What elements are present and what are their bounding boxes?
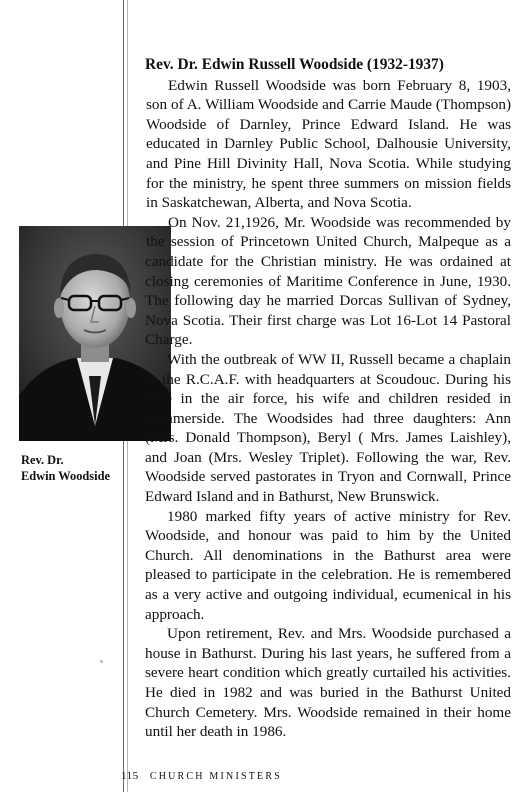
paper-speck xyxy=(100,660,103,663)
paragraph-birth: Edwin Russell Woodside was born February 8, 1903, son of A. William Woodside and Carrie Maude (Thompson) Woodside of Darnley, Prince Edward Island. He was educated in Darnley Public School, Dalhousie University, and Pine Hill Divinity Hall, Nova Scotia. While studying for the ministry, he spent three summers on mission fields in Saskatchewan, Alberta, and Nova Scotia. xyxy=(146,76,511,212)
paragraph-retirement: Upon retirement, Rev. and Mrs. Woodside purchased a house in Bathurst. During his last years, he suffered from a severe heart condition which greatly curtailed his activities. He died in 1982 and was buried in the Bathurst United Church Cemetery. Mrs. Woodside remained in their home until her death in 1986. xyxy=(145,625,511,741)
caption-line-1: Rev. Dr. xyxy=(21,453,64,467)
page-footer xyxy=(121,770,282,782)
section-title: CHURCH MINISTERS xyxy=(149,771,283,782)
article-body xyxy=(145,55,511,742)
paragraph-war-service: With the outbreak of WW II, Russell became a chaplain in the R.C.A.F. with headquarters at Scoudouc. During his time in the air force, his wife and children resided in Summerside. The Woodsides had three daughters: Ann (Mrs. Donald Thompson), Beryl ( Mrs. James Laishley), and Joan (Mrs. Wesley Triplet). Following the war, Rev. Woodside served pastorates in Tryon and Cornwall, Prince Edward Island and in Bathurst, New Brunswick. xyxy=(145,350,511,506)
paragraph-ordination: On Nov. 21,1926, Mr. Woodside was recommended by the session of Princetown United Church, Malpeque as a candidate for the Christian ministry. He was ordained at closing ceremonies of Maritime Conference in June, 1930. The following day he married Dorcas Sullivan of Sydney, Nova Scotia. Their first charge was Lot 16-Lot 14 Pastoral Charge. xyxy=(145,213,511,349)
page-number: 115 xyxy=(121,770,139,782)
paragraph-anniversary: 1980 marked fifty years of active ministry for Rev. Woodside, and honour was paid to him by the United Church. All denominations in the Bathurst area were pleased to participate in the celebration. He is remembered as a very active and outgoing individual, ecumenical in his approach. xyxy=(145,507,511,623)
caption-line-2: Edwin Woodside xyxy=(21,469,110,483)
photo-wrap-area xyxy=(1,76,47,526)
article-heading: Rev. Dr. Edwin Russell Woodside (1932-1937) xyxy=(145,56,444,73)
